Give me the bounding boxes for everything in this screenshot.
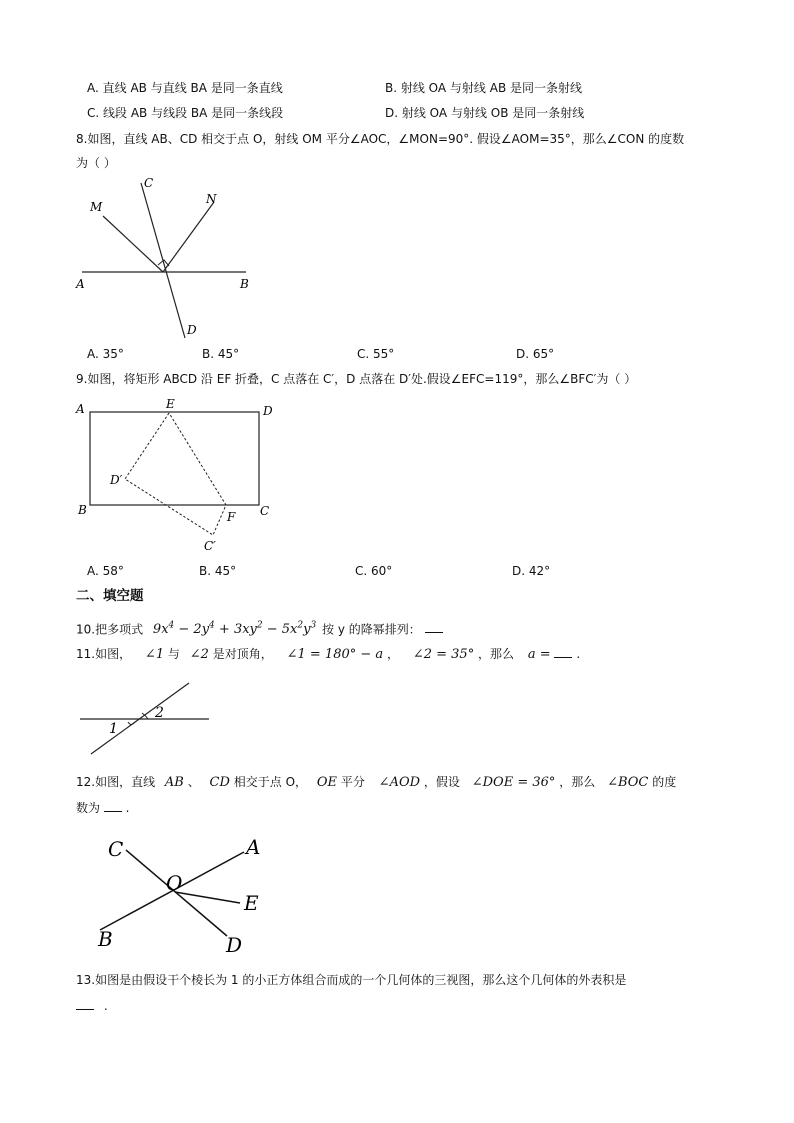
rectangle-abcd <box>90 412 259 505</box>
q11-eq1: ∠1 = 180° − a <box>286 647 384 662</box>
q12-part-f: 的度 <box>652 775 677 789</box>
q11-comma: ， <box>386 647 399 661</box>
label-a: A <box>76 402 85 416</box>
q9-option-d: D. 42° <box>512 564 551 578</box>
q10-text <box>76 621 443 638</box>
q11-a-eq: a = <box>527 647 551 662</box>
q12-answer-blank <box>104 811 122 812</box>
q10-polynomial: $9x^4 - 2y^4 + 3xy^2 - 5x^2y^3$ <box>152 621 317 638</box>
label-e: E <box>166 397 175 411</box>
label-d: D <box>187 323 197 337</box>
q12-line2: 数为 <box>76 801 101 815</box>
q12-boc: ∠BOC <box>607 775 649 790</box>
q12-figure <box>90 830 290 960</box>
label-e: E <box>244 891 259 915</box>
label-c: C <box>108 837 124 861</box>
q11-figure <box>78 680 218 760</box>
q10-prefix: 10.把多项式 <box>76 622 144 637</box>
label-c: C <box>260 504 270 518</box>
q7-option-c: C. 线段 AB 与线段 BA 是同一条线段 <box>87 106 284 120</box>
label-2: 2 <box>155 705 164 721</box>
q12-part-a: 12.如图，直线 <box>76 775 156 789</box>
label-c: C <box>144 176 154 190</box>
q12-part-d: ，假设 <box>423 775 460 789</box>
q8-option-c: C. 55° <box>357 347 395 361</box>
q11-vertical: 是对顶角， <box>212 647 273 661</box>
q8-option-a: A. 35° <box>87 347 124 361</box>
q11-angle1: ∠1 <box>144 647 165 662</box>
q13-text-line2 <box>76 999 108 1013</box>
q11-answer-blank <box>554 657 572 658</box>
q13-text-line1: 13.如图是由假设干个棱长为 1 的小正方体组合而成的一个几何体的三视图，那么这个几何体的外表积是 <box>76 973 627 987</box>
ray-oe <box>175 892 240 903</box>
q11-eq2: ∠2 = 35° <box>412 647 475 662</box>
label-c-prime: C′ <box>204 539 216 553</box>
q12-end: . <box>125 801 130 815</box>
q9-text: 9.如图，将矩形 ABCD 沿 EF 折叠，C 点落在 C′，D 点落在 D′处.假设∠EFC=119°，那么∠BFC′为（ ） <box>76 372 637 386</box>
q12-text-line1 <box>76 775 676 791</box>
label-a: A <box>76 277 85 291</box>
label-d-prime: D′ <box>110 473 123 487</box>
q9-option-b: B. 45° <box>199 564 237 578</box>
q12-cd: CD <box>209 775 230 790</box>
label-n: N <box>206 192 217 206</box>
q11-and: 与 <box>167 647 180 661</box>
ray-on <box>163 202 214 272</box>
q12-ab: AB <box>164 775 184 790</box>
q9-option-a: A. 58° <box>87 564 124 578</box>
label-m: M <box>90 200 103 214</box>
section-title: 二、填空题 <box>76 588 144 604</box>
q8-figure <box>70 170 270 340</box>
q12-aod: ∠AOD <box>378 775 421 790</box>
q11-end: . <box>576 647 581 661</box>
q7-option-d: D. 射线 OA 与射线 OB 是同一条射线 <box>385 106 585 120</box>
q11-angle2: ∠2 <box>189 647 209 662</box>
q8-text-line2: 为（ ） <box>76 156 116 170</box>
label-o: O <box>166 871 183 895</box>
fold-lines <box>125 413 226 535</box>
q7-option-b: B. 射线 OA 与射线 AB 是同一条射线 <box>385 81 583 95</box>
label-b: B <box>240 277 249 291</box>
q12-oe: OE <box>316 775 337 790</box>
q7-option-a: A. 直线 AB 与直线 BA 是同一条直线 <box>87 81 283 95</box>
label-a: A <box>246 835 261 859</box>
q12-sep: 、 <box>187 775 200 789</box>
q12-text-line2 <box>76 801 130 815</box>
q12-part-e: ，那么 <box>559 775 596 789</box>
q13-end: . <box>103 999 108 1013</box>
q9-figure <box>70 395 290 555</box>
label-b: B <box>98 927 113 951</box>
q12-doe: ∠DOE = 36° <box>471 775 556 790</box>
label-d: D <box>263 404 273 418</box>
q10-suffix: 按 y 的降幂排列： <box>322 622 421 637</box>
label-f: F <box>227 510 236 524</box>
q11-then: ，那么 <box>478 647 515 661</box>
q11-prefix: 11.如图， <box>76 647 132 661</box>
q12-part-b: 相交于点 O， <box>233 775 308 789</box>
ray-om <box>103 216 163 272</box>
label-d: D <box>226 933 243 957</box>
label-b: B <box>78 503 87 517</box>
q12-part-c: 平分 <box>340 775 365 789</box>
q8-option-d: D. 65° <box>516 347 555 361</box>
q13-answer-blank <box>76 1009 94 1010</box>
q9-option-c: C. 60° <box>355 564 393 578</box>
q10-answer-blank <box>425 632 443 633</box>
label-1: 1 <box>109 721 118 737</box>
q8-option-b: B. 45° <box>202 347 240 361</box>
q11-text <box>76 647 580 663</box>
q8-text-line1: 8.如图，直线 AB、CD 相交于点 O，射线 OM 平分∠AOC，∠MON=90°. 假设∠AOM=35°，那么∠CON 的度数 <box>76 132 685 146</box>
